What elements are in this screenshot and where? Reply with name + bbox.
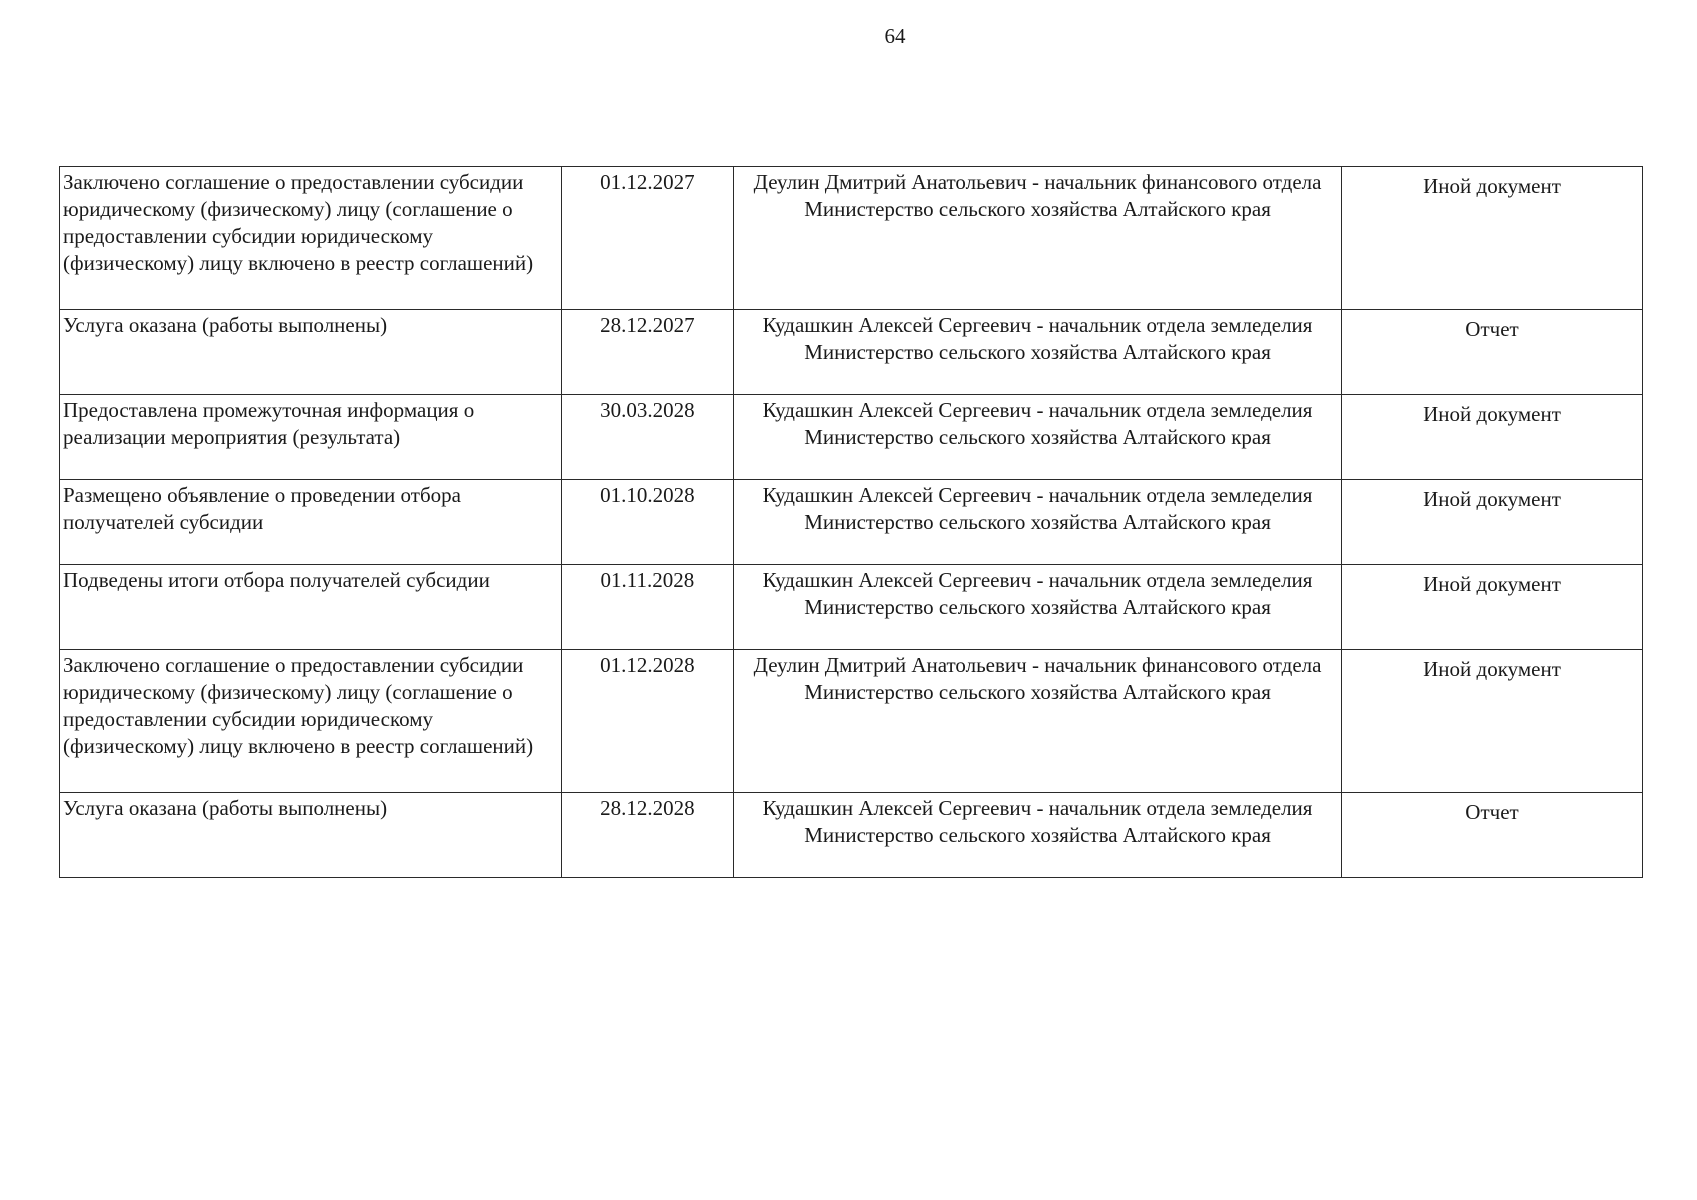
event-cell: Услуга оказана (работы выполнены) (60, 310, 562, 395)
responsible-person: Кудашкин Алексей Сергеевич - начальник отдела земледелия (762, 313, 1313, 337)
table-row (60, 395, 1643, 480)
event-cell: Заключено соглашение о предоставлении субсидии юридическому (физическому) лицу (соглашение о предоставлении субсидии юридическому (физическому) лицу включено в реестр соглашений) (60, 167, 562, 310)
document-cell: Иной документ (1342, 167, 1643, 310)
responsible-org: Министерство сельского хозяйства Алтайского края (804, 197, 1271, 221)
document-cell: Иной документ (1342, 395, 1643, 480)
responsible-person: Кудашкин Алексей Сергеевич - начальник отдела земледелия (762, 398, 1313, 422)
date-cell: 28.12.2028 (561, 793, 734, 878)
responsible-person: Кудашкин Алексей Сергеевич - начальник отдела земледелия (762, 483, 1313, 507)
responsible-cell (734, 167, 1342, 310)
responsible-cell (734, 650, 1342, 793)
date-cell: 28.12.2027 (561, 310, 734, 395)
responsible-person: Кудашкин Алексей Сергеевич - начальник отдела земледелия (762, 568, 1313, 592)
event-cell: Услуга оказана (работы выполнены) (60, 793, 562, 878)
document-cell: Иной документ (1342, 565, 1643, 650)
responsible-org: Министерство сельского хозяйства Алтайского края (804, 680, 1271, 704)
event-cell: Предоставлена промежуточная информация о реализации мероприятия (результата) (60, 395, 562, 480)
date-cell: 01.11.2028 (561, 565, 734, 650)
table-row (60, 310, 1643, 395)
responsible-org: Министерство сельского хозяйства Алтайского края (804, 340, 1271, 364)
responsible-cell (734, 793, 1342, 878)
date-cell: 01.12.2027 (561, 167, 734, 310)
responsible-org: Министерство сельского хозяйства Алтайского края (804, 510, 1271, 534)
page-number: 64 (884, 24, 906, 48)
responsible-org: Министерство сельского хозяйства Алтайского края (804, 595, 1271, 619)
responsible-cell (734, 480, 1342, 565)
table-row (60, 650, 1643, 793)
document-cell: Отчет (1342, 310, 1643, 395)
responsible-cell (734, 395, 1342, 480)
document-cell: Отчет (1342, 793, 1643, 878)
responsible-cell (734, 565, 1342, 650)
table-row (60, 480, 1643, 565)
date-cell: 01.12.2028 (561, 650, 734, 793)
document-cell: Иной документ (1342, 650, 1643, 793)
event-cell: Подведены итоги отбора получателей субсидии (60, 565, 562, 650)
event-cell: Размещено объявление о проведении отбора получателей субсидии (60, 480, 562, 565)
date-cell: 30.03.2028 (561, 395, 734, 480)
responsible-org: Министерство сельского хозяйства Алтайского края (804, 425, 1271, 449)
table-row (60, 565, 1643, 650)
table-row (60, 167, 1643, 310)
control-points-table (59, 166, 1643, 878)
responsible-person: Деулин Дмитрий Анатольевич - начальник финансового отдела (753, 653, 1322, 677)
document-cell: Иной документ (1342, 480, 1643, 565)
event-cell: Заключено соглашение о предоставлении субсидии юридическому (физическому) лицу (соглашение о предоставлении субсидии юридическому (физическому) лицу включено в реестр соглашений) (60, 650, 562, 793)
responsible-person: Кудашкин Алексей Сергеевич - начальник отдела земледелия (762, 796, 1313, 820)
responsible-org: Министерство сельского хозяйства Алтайского края (804, 823, 1271, 847)
date-cell: 01.10.2028 (561, 480, 734, 565)
responsible-person: Деулин Дмитрий Анатольевич - начальник финансового отдела (753, 170, 1322, 194)
table-row (60, 793, 1643, 878)
responsible-cell (734, 310, 1342, 395)
